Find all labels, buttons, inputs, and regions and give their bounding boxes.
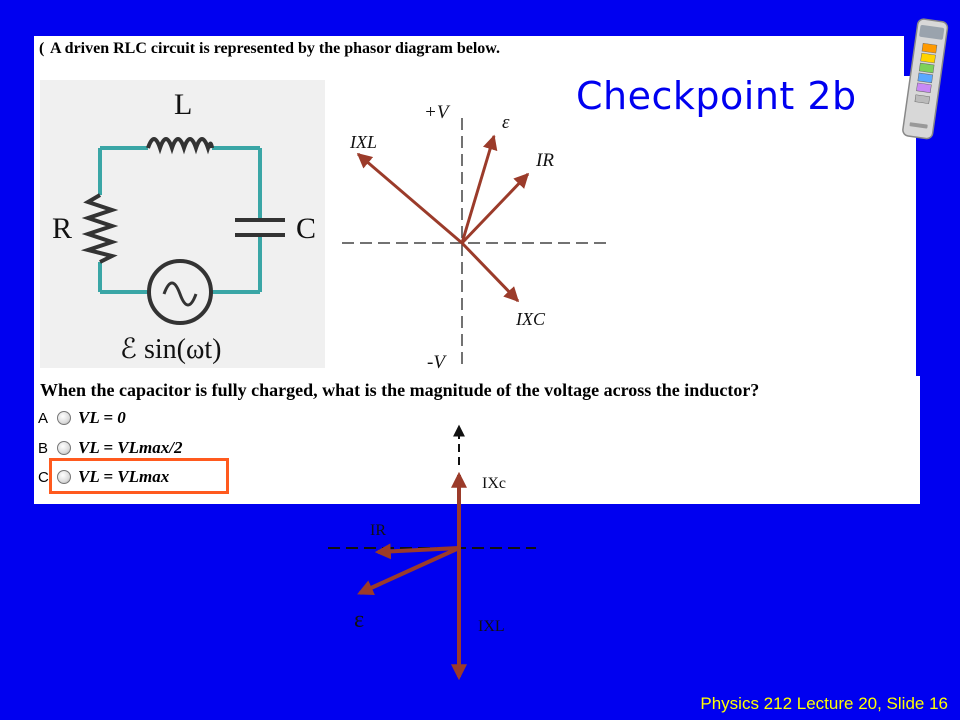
emf-label: ε — [354, 607, 365, 633]
phasor-diagram-top — [330, 88, 630, 376]
radio-button-b[interactable] — [57, 441, 71, 455]
question-text: When the capacitor is fully charged, what is the magnitude of the voltage across the inductor? — [40, 380, 760, 400]
capacitor-label: C — [296, 212, 317, 245]
ixl-phasor-arrow — [358, 154, 462, 243]
answer-highlight-box — [49, 458, 229, 494]
slide-footer: Physics 212 Lecture 20, Slide 16 — [700, 694, 948, 713]
choice-text-b: VL = VLmax/2 — [78, 438, 183, 457]
ixl-label: IXL — [350, 132, 377, 152]
phasor-diagram-bottom — [320, 415, 560, 690]
ixc-label: IXC — [516, 309, 545, 329]
ixc-phasor-arrow — [462, 243, 518, 301]
intro-bullet: ( — [39, 40, 45, 57]
rlc-circuit-diagram — [40, 80, 325, 368]
choice-letter-a: A — [38, 410, 49, 427]
ixc-label: IXc — [482, 475, 506, 492]
resistor-label: R — [52, 212, 73, 245]
choice-text-a: VL = 0 — [78, 408, 126, 427]
checkpoint-title: Checkpoint 2b — [576, 74, 857, 118]
minus-v-label: -V — [427, 352, 445, 373]
plus-v-label: +V — [424, 102, 449, 123]
clicker-remote-icon — [900, 16, 952, 144]
ixl-label: IXL — [478, 618, 505, 635]
intro-text: A driven RLC circuit is represented by the phasor diagram below. — [50, 40, 500, 57]
emf-label: ε — [502, 112, 510, 133]
source-label: ℰ sin(ωt) — [120, 334, 222, 365]
choice-letter-b: B — [38, 440, 49, 457]
choice-text-c: VL = VLmax — [78, 467, 170, 486]
radio-button-a[interactable] — [57, 411, 71, 425]
ir-label: IR — [536, 150, 554, 171]
inductor-label: L — [174, 88, 193, 121]
ir-label: IR — [370, 522, 386, 539]
inductor-coil-icon — [148, 139, 212, 148]
resistor-zigzag-icon — [88, 195, 112, 262]
choice-letter-c: C — [38, 469, 49, 486]
emf-phasor-arrow — [360, 548, 459, 593]
